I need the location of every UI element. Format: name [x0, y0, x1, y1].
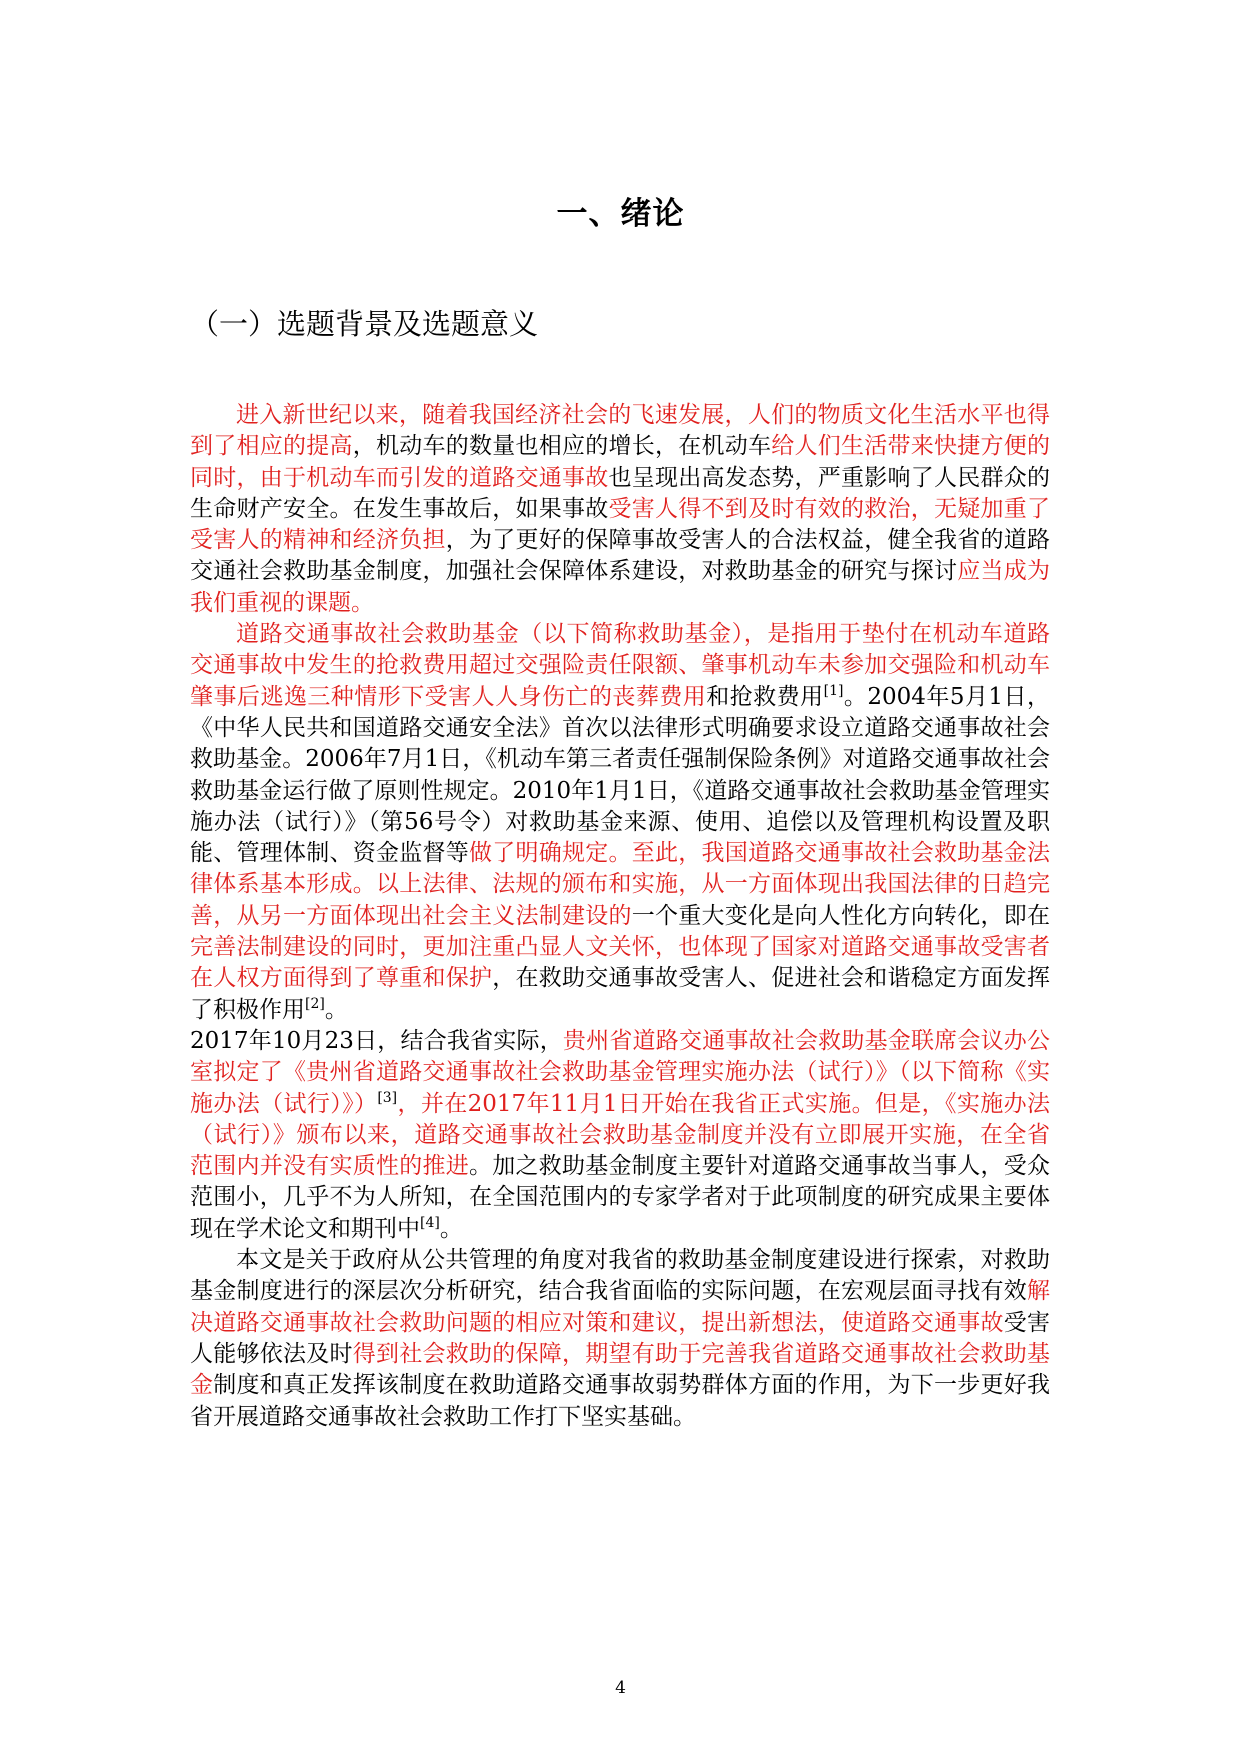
citation-marker: [1] [823, 682, 844, 699]
highlighted-text: 解决道路交通事故社会救助问题的相应对策和建议，提出新想法，使道路交通事故 [190, 1278, 1050, 1336]
chapter-title: 一、绪论 [556, 196, 685, 232]
highlighted-text: 给人们生活带来快捷方便的同时，由于机动车而引发的道路交通事故 [190, 433, 1050, 491]
highlighted-text: ，并在2017年11月1日开始在我省正式实施。但是，《实施办法（试行）》颁布以来，道路交通事故社会救助基金制度并没有立即展开实施，在全省范围内并没有实质性的推进 [190, 1090, 1051, 1180]
text-segment: 本文是关于政府从公共管理的角度对我省的救助基金制度建设进行探索，对救助基金制度进行的深层次分析研究，结合我省面临的实际问题，在宏观层面寻找有效 [190, 1247, 1050, 1305]
text-segment: 也呈现出高发态势，严重影响了人民群众的生命财产安全。在发生事故后，如果事故 [190, 464, 1050, 522]
citation-marker: [2] [305, 995, 325, 1012]
citation-marker: [3] [377, 1089, 398, 1106]
highlighted-text: 贵州省道路交通事故社会救助基金联席会议办公室拟定了《贵州省道路交通事故社会救助基金管理实施办法（试行）》（以下简称《实施办法（试行）》） [190, 1027, 1050, 1117]
text-segment: 。 [324, 996, 348, 1023]
text-segment: 受害人能够依法及时 [190, 1309, 1050, 1367]
text-segment: 。2004年5月1日，《中华人民共和国道路交通安全法》首次以法律形式明确要求设立道路交通事故社会救助基金。2006年7月1日，《机动车第三者责任强制保险条例》对道路交通事故社会救助基金运行做了原则性规定。2010年1月1日，《道路交通事故社会救助基金管理实施办法（试行）》（第56号令）对救助基金来源、使用、追偿以及管理机构设置及职能、管理体制、资金监督等 [190, 683, 1051, 867]
text-segment: ，在救助交通事故受害人、促进社会和谐稳定方面发挥了积极作用 [190, 965, 1050, 1023]
section-heading: （一）选题背景及选题意义 [190, 307, 539, 341]
paragraph [190, 1245, 1050, 1433]
highlighted-text: 得到社会救助的保障，期望有助于完善我省道路交通事故社会救助基金 [190, 1340, 1050, 1399]
text-segment: 。 [439, 1215, 463, 1242]
text-segment: 2017年10月23日，结合我省实际， [190, 1027, 563, 1054]
highlighted-text: 完善法制建设的同时，更加注重凸显人文关怀，也体现了国家对道路交通事故受害者在人权方面得到了尊重和保护 [190, 934, 1050, 992]
paragraph [190, 400, 1050, 619]
highlighted-text: 做了明确规定。至此，我国道路交通事故社会救助基金法律体系基本形成。以上法律、法规的颁布和实施，从一方面体现出我国法律的日趋完善，从另一方面体现出社会主义法制建设的 [190, 840, 1050, 929]
text-segment: ，机动车的数量也相应的增长，在机动车 [352, 433, 772, 460]
text-segment: 和抢救费用 [706, 683, 824, 710]
text-segment: 一个重大变化是向人性化方向转化，即在 [631, 902, 1050, 929]
highlighted-text: 进入新世纪以来，随着我国经济社会的飞速发展，人们的物质文化生活水平也得到了相应的提高 [190, 402, 1050, 460]
body-text [190, 400, 1050, 1433]
text-segment: 制度和真正发挥该制度在救助道路交通事故弱势群体方面的作用，为下一步更好我省开展道路交通事故社会救助工作打下坚实基础。 [190, 1372, 1050, 1430]
page-number: 4 [615, 1678, 626, 1698]
highlighted-text: 受害人得不到及时有效的救治，无疑加重了受害人的精神和经济负担 [190, 495, 1050, 554]
text-segment: 。加之救助基金制度主要针对道路交通事故当事人，受众范围小，几乎不为人所知，在全国范围内的专家学者对于此项制度的研究成果主要体现在学术论文和期刊中 [190, 1153, 1050, 1242]
paragraph [190, 1026, 1050, 1245]
text-segment: ，为了更好的保障事故受害人的合法权益，健全我省的道路交通社会救助基金制度，加强社会保障体系建设，对救助基金的研究与探讨 [190, 527, 1050, 585]
highlighted-text: 应当成为我们重视的课题。 [190, 558, 1050, 616]
highlighted-text: 道路交通事故社会救助基金（以下简称救助基金），是指用于垫付在机动车道路交通事故中发生的抢救费用超过交强险责任限额、肇事机动车未参加交强险和机动车肇事后逃逸三种情形下受害人人身伤亡的丧葬费用 [190, 621, 1050, 710]
citation-marker: [4] [420, 1214, 440, 1231]
paragraph [190, 619, 1050, 1026]
